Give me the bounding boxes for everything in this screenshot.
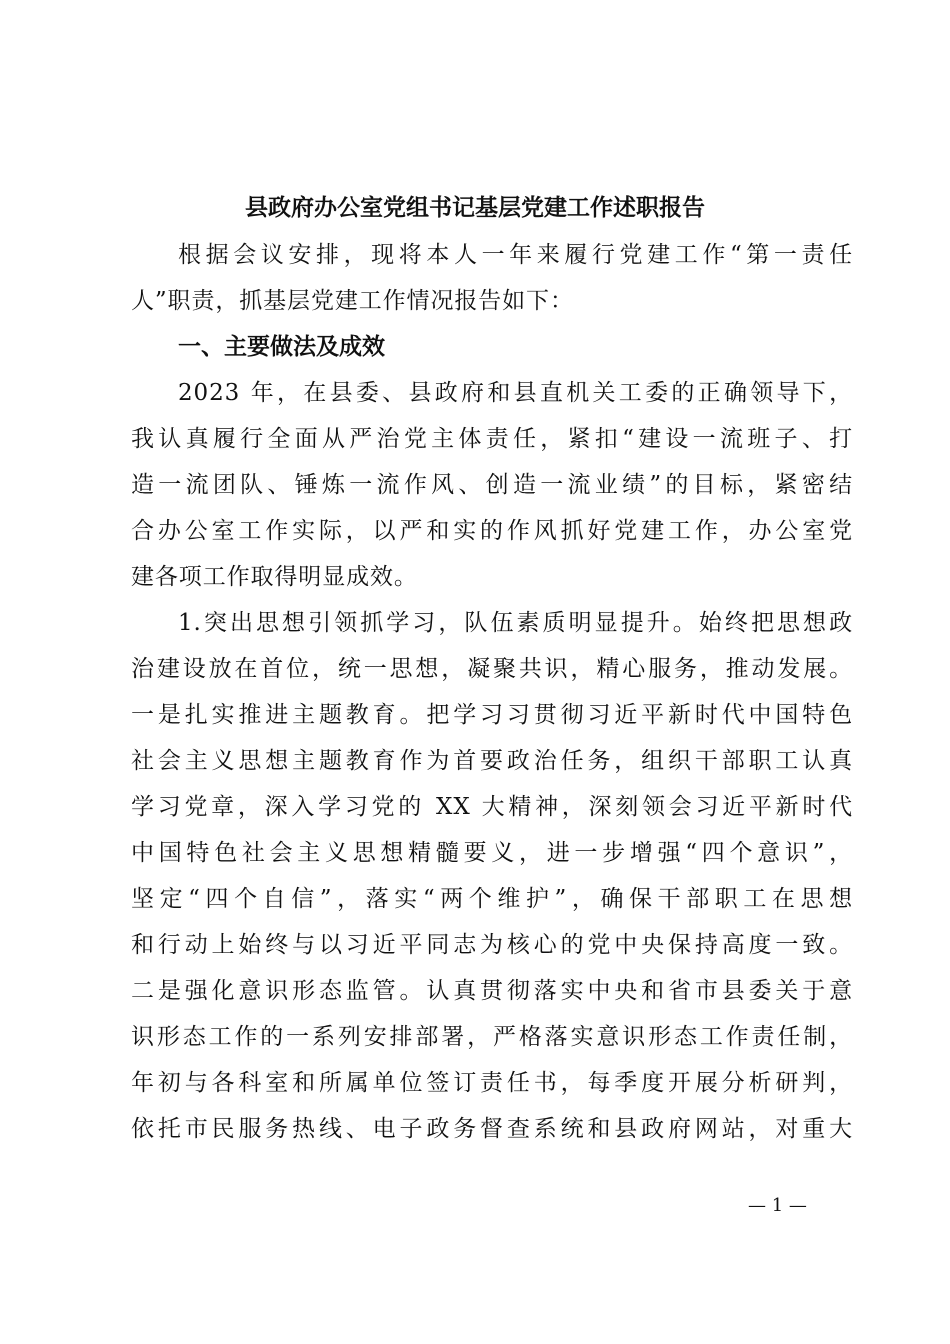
paragraph-line: 1.突出思想引领抓学习，队伍素质明显提升。始终把思想政 (178, 610, 853, 636)
intro-line: 人”职责，抓基层党建工作情况报告如下： (131, 288, 574, 314)
paragraph-line: 中国特色社会主义思想精髓要义，进一步增强“四个意识”， (131, 840, 853, 866)
paragraph-line: 年初与各科室和所属单位签订责任书，每季度开展分析研判， (131, 1070, 853, 1096)
paragraph-line: 依托市民服务热线、电子政务督查系统和县政府网站，对重大 (131, 1116, 853, 1142)
paragraph-line: 二是强化意识形态监管。认真贯彻落实中央和省市县委关于意 (131, 978, 853, 1004)
paragraph-line: 社会主义思想主题教育作为首要政治任务，组织干部职工认真 (131, 748, 853, 774)
paragraph-line: 学习党章，深入学习党的 XX 大精神，深刻领会习近平新时代 (131, 794, 853, 820)
paragraph-line: 建各项工作取得明显成效。 (131, 564, 418, 590)
paragraph-line: 2023 年，在县委、县政府和县直机关工委的正确领导下， (178, 380, 853, 406)
paragraph-line: 造一流团队、锤炼一流作风、创造一流业绩”的目标，紧密结 (131, 472, 853, 498)
paragraph-line: 治建设放在首位，统一思想，凝聚共识，精心服务，推动发展。 (131, 656, 853, 682)
document-title: 县政府办公室党组书记基层党建工作述职报告 (245, 194, 705, 221)
page-number: — 1 — (748, 1195, 807, 1216)
paragraph-line: 一是扎实推进主题教育。把学习习贯彻习近平新时代中国特色 (131, 702, 853, 728)
paragraph-line: 和行动上始终与以习近平同志为核心的党中央保持高度一致。 (131, 932, 853, 958)
paragraph-line: 合办公室工作实际，以严和实的作风抓好党建工作，办公室党 (131, 518, 853, 544)
section-heading: 一、主要做法及成效 (178, 334, 385, 360)
intro-line: 根据会议安排，现将本人一年来履行党建工作“第一责任 (178, 242, 853, 268)
paragraph-line: 我认真履行全面从严治党主体责任，紧扣“建设一流班子、打 (131, 426, 853, 452)
paragraph-line: 坚定“四个自信”，落实“两个维护”，确保干部职工在思想 (131, 886, 853, 912)
paragraph-line: 识形态工作的一系列安排部署，严格落实意识形态工作责任制， (131, 1024, 853, 1050)
